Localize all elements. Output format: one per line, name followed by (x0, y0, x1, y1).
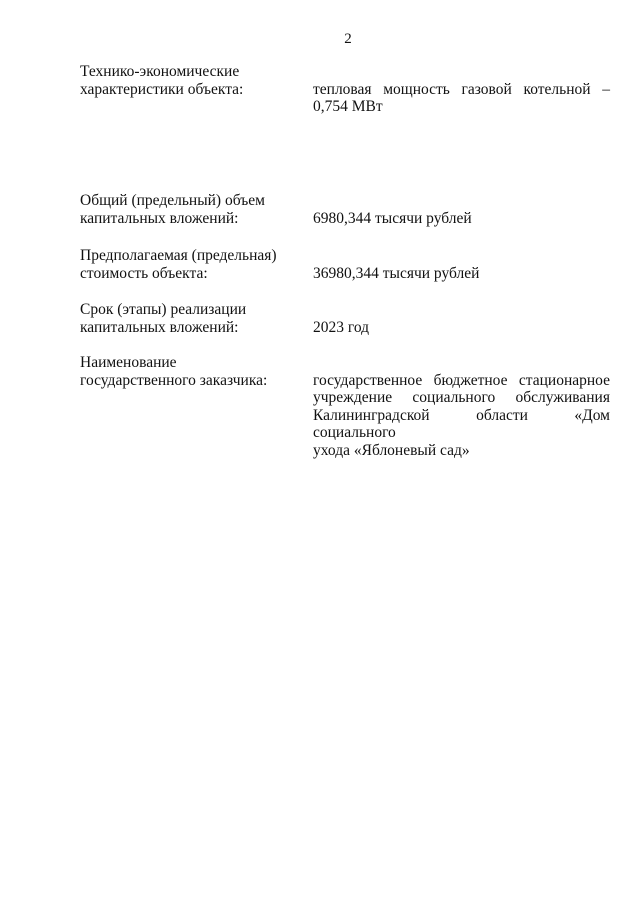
label-line: капитальных вложений: (80, 318, 239, 336)
value-line: 2023 год (313, 318, 370, 336)
label-line: Наименование (80, 354, 177, 371)
row-technical-characteristics (80, 63, 610, 123)
row-value (313, 81, 610, 116)
page-number: 2 (344, 31, 352, 47)
row-label (80, 301, 295, 336)
row-label (80, 63, 295, 98)
label-line: капитальных вложений: (80, 209, 239, 227)
value-line: Калининградской области «Дом социального (313, 406, 610, 441)
value-line: 36980,344 тысячи рублей (313, 264, 480, 282)
row-value (313, 210, 610, 228)
row-value (313, 372, 610, 460)
value-line: ухода «Яблоневый сад» (313, 441, 470, 459)
label-line: Предполагаемая (предельная) (80, 247, 277, 264)
row-label (80, 192, 295, 227)
label-line: Технико-экономические (80, 63, 240, 80)
label-line: Срок (этапы) реализации (80, 301, 247, 318)
row-label (80, 354, 295, 389)
value-line: 6980,344 тысячи рублей (313, 209, 472, 227)
value-line: государственное бюджетное стационарное (313, 371, 610, 389)
label-line: Общий (предельный) объем (80, 192, 265, 209)
value-line: тепловая мощность газовой котельной – (313, 80, 610, 98)
value-line: 0,754 МВт (313, 98, 383, 115)
label-line: государственного заказчика: (80, 371, 268, 389)
value-line: учреждение социального обслуживания (313, 389, 610, 406)
row-value (313, 319, 610, 337)
row-value (313, 265, 610, 283)
label-line: стоимость объекта: (80, 264, 208, 282)
object-characteristics (80, 63, 610, 459)
row-label (80, 247, 295, 282)
label-line: характеристики объекта: (80, 80, 244, 98)
